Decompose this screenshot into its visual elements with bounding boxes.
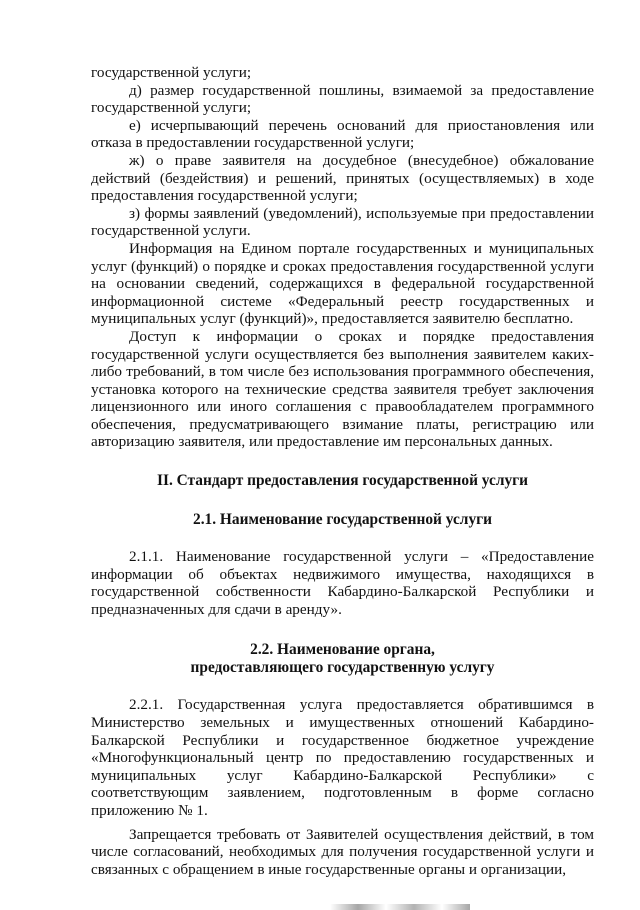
section-heading: II. Стандарт предоставления государственной услуги	[156, 472, 529, 490]
paragraph-item-z: з) формы заявлений (уведомлений), используемые при предоставлении государственной услуги.	[91, 204, 594, 240]
paragraph-2-2-1: 2.2.1. Государственная услуга предоставляется обратившимся в Министерство земельных и имущественных отношений Кабардино-Балкарской Республики и государственное бюджетное учреждение «Многофункциональный центр по предоставлению государственных и муниципальных услуг Кабардино-Балкарской Республики» с соответствующим заявлением, подготовленным в форме согласно приложению № 1.	[91, 696, 594, 819]
subheading-2-2-line2: предоставляющего государственную услугу	[190, 659, 495, 677]
paragraph-continuation: государственной услуги;	[91, 64, 252, 81]
subheading-2-1: 2.1. Наименование государственной услуги	[193, 511, 492, 529]
paragraph-portal-info: Информация на Едином портале государственных и муниципальных услуг (функций) о порядке и сроках предоставления государственной услуги на основании сведений, содержащихся в федеральной государственной информационной системе «Федеральный реестр государственных и муниципальных услуг (функций)», предоставляется заявителю бесплатно.	[91, 239, 594, 328]
scan-artifact	[330, 904, 470, 910]
paragraph-item-e: е) исчерпывающий перечень оснований для приостановления или отказа в предоставлении государственной услуги;	[91, 116, 594, 152]
paragraph-prohibition: Запрещается требовать от Заявителей осуществления действий, в том числе согласований, необходимых для получения государственной услуги и связанных с обращением в иные государственные органы и организации,	[91, 825, 594, 878]
subheading-2-2-line1: 2.2. Наименование органа,	[250, 641, 435, 659]
paragraph-access-info: Доступ к информации о сроках и порядке предоставления государственной услуги осуществляется без выполнения заявителем каких-либо требований, в том числе без использования программного обеспечения, установка которого на технические средства заявителя требует заключения лицензионного или иного соглашения с правообладателем программного обеспечения, предусматривающего взимание платы, регистрацию или авторизацию заявителя, или предоставление им персональных данных.	[91, 327, 594, 451]
paragraph-item-d: д) размер государственной пошлины, взимаемой за предоставление государственной услуги;	[91, 81, 594, 117]
paragraph-2-1-1: 2.1.1. Наименование государственной услуги – «Предоставление информации об объектах недвижимого имущества, находящихся в государственной собственности Кабардино-Балкарской Республики и предназначенных для сдачи в аренду».	[91, 548, 594, 618]
paragraph-item-zh: ж) о праве заявителя на досудебное (внесудебное) обжалование действий (бездействия) и решений, принятых (осуществляемых) в ходе предоставления государственной услуги;	[91, 151, 594, 205]
